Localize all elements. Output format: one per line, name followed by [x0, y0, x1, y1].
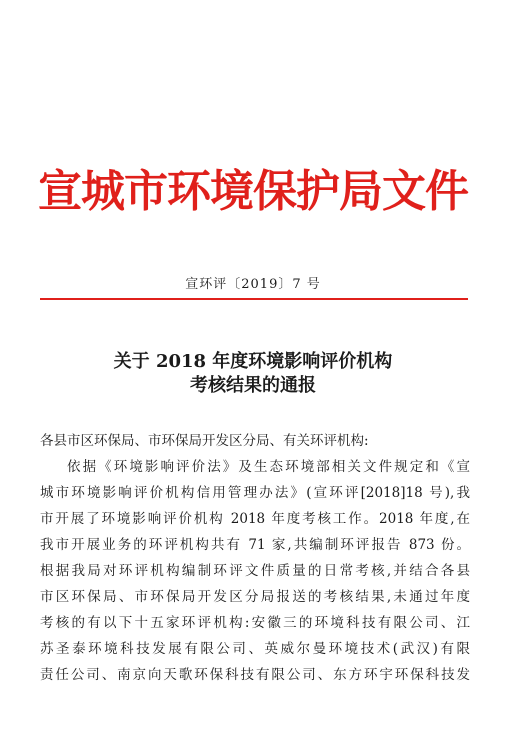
- notice-title: [0, 350, 506, 398]
- notice-title-line-1: 关于 2018 年度环境影响评价机构: [113, 351, 393, 372]
- body-line: 责任公司、南京向天歌环保科技有限公司、东方环宇环保科技发: [40, 667, 470, 683]
- body-line: 苏圣泰环境科技发展有限公司、英威尔曼环境技术(武汉)有限: [40, 641, 470, 657]
- document-number: 宣环评〔2019〕7 号: [185, 277, 321, 292]
- body-line: 依据《环境影响评价法》及生态环境部相关文件规定和《宣: [67, 459, 470, 475]
- red-divider-line: [40, 298, 468, 300]
- body-line: 考核的有以下十五家环评机构:安徽三的环境科技有限公司、江: [40, 615, 470, 631]
- document-header-title: 宣城市环境保护局文件: [38, 166, 468, 217]
- body-line: 根据我局对环评机构编制环评文件质量的日常考核,并结合各县: [40, 563, 470, 579]
- notice-body: [40, 428, 470, 688]
- body-line: 市区环保局、市环保局开发区分局报送的考核结果,未通过年度: [40, 589, 470, 605]
- salutation: 各县市区环保局、市环保局开发区分局、有关环评机构:: [40, 433, 369, 449]
- body-line: 市开展了环境影响评价机构 2018 年度考核工作。2018 年度,在: [40, 511, 470, 527]
- notice-title-line-2: 考核结果的通报: [190, 375, 316, 396]
- body-line: 我市开展业务的环评机构共有 71 家,共编制环评报告 873 份。: [40, 537, 470, 553]
- body-line: 城市环境影响评价机构信用管理办法》(宣环评[2018]18 号),我: [40, 485, 470, 501]
